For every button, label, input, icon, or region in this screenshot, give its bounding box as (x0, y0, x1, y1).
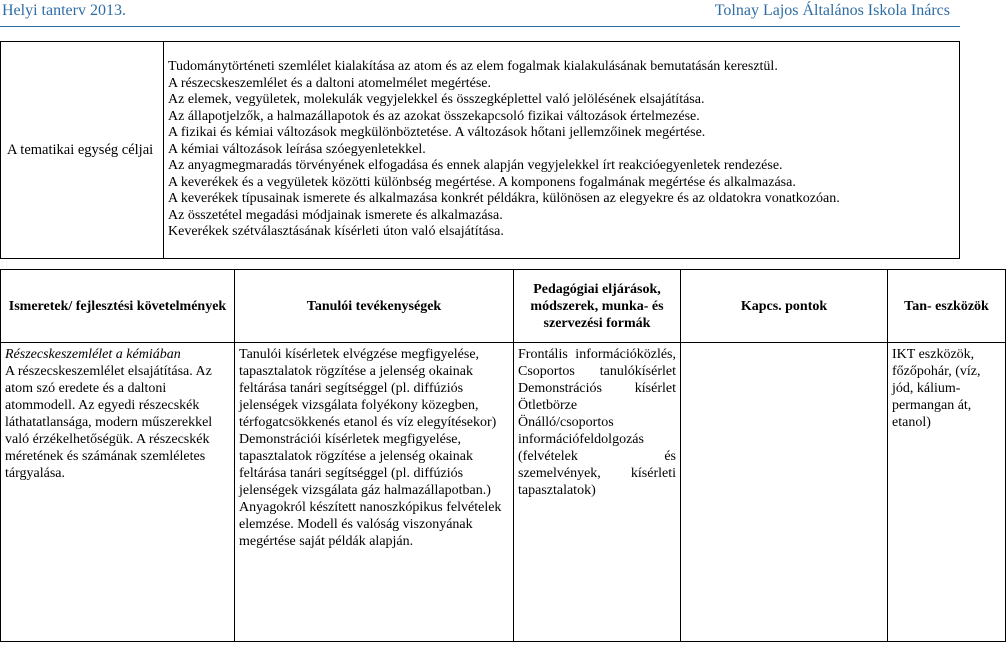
curriculum-table (0, 269, 1006, 642)
table-row (1, 343, 1006, 642)
header-tools: Tan- eszközök (888, 270, 1006, 343)
header-knowledge: Ismeretek/ fejlesztési követelmények (1, 270, 235, 343)
header-pedagogical-methods: Pedagógiai eljárások, módszerek, munka- és szervezési formák (514, 270, 681, 343)
goal-line: A fizikai és kémiai változások megkülönböztetése. A változások hőtani jellemzőinek megértése. (168, 125, 706, 141)
goal-line: A kémiai változások leírása szóegyenletekkel. (168, 141, 426, 157)
goal-line: Az összetétel megadási módjainak ismerete és alkalmazása. (168, 207, 503, 223)
topic-title: Részecskeszemlélet a kémiában (5, 347, 181, 362)
cell-student-activities (235, 343, 514, 642)
goal-line: A keverékek és a vegyületek közötti különbség megértése. A komponens fogalmának megértése és alkalmazása. (168, 174, 796, 190)
goal-line: Az állapotjelzők, a halmazállapotok és az azokat összekapcsoló fizikai változások értelmezése. (168, 108, 700, 124)
goal-line: A keverékek típusainak ismerete és alkalmazása konkrét példákra, különösen az elegyekre és az oldatokra vonatkozóan. (168, 191, 840, 207)
goal-line: Az anyagmegmaradás törvényének elfogadása és ennek alapján vegyjelekkel írt reakcióegyenletek rendezése. (168, 158, 783, 174)
methods-text: Frontális információközlés, Csoportos tanulókísérlet Demonstrációs kísérlet Ötletbörze Önálló/csoportos információfeldolgozás (felvételek és szemelvények, kísérleti tapasztalatok) (518, 347, 676, 498)
table-header-row (1, 270, 1006, 343)
header-right-school: Tolnay Lajos Általános Iskola Inárcs (714, 2, 950, 19)
header-connection-points: Kapcs. pontok (681, 270, 888, 343)
activities-text: Tanulói kísérletek elvégzése megfigyelése, tapasztalatok rögzítése a jelenség okainak feltárása tanári segítséggel (pl. diffúziós jelenségek vizsgálata folyékony közegben, térfogatcsökkenés etanol és víz elegyítésekor) Demonstrációi kísérletek megfigyelése, tapasztalatok rögzítése a jelenség okainak feltárása tanári segítséggel (pl. diffúziós jelenségek vizsgálata gáz halmazállapotban.) Anyagokról készített nanoszkópikus felvételek elemzése. Modell és valóság viszonyának megértése saját példák alapján. (239, 347, 502, 549)
tools-text: IKT eszközök, főzőpohár, (víz, jód, kálium-permangan át, etanol) (892, 347, 981, 430)
cell-tools (888, 343, 1006, 642)
cell-connection-points (681, 343, 888, 642)
goal-line: Tudománytörténeti szemlélet kialakítása az atom és az elem fogalmak kialakulásának bemutatásán keresztül. (168, 59, 778, 75)
topic-text: A részecskeszemlélet elsajátítása. Az atom szó eredete és a daltoni atommodell. Az egyedi részecskék láthatatlansága, modern műszerekkel való érzékelhetőségük. A részecskék méretének és számának szemléletes tárgyalása. (5, 364, 213, 481)
goals-list (164, 42, 960, 259)
goal-line: Az elemek, vegyületek, molekulák vegyjelekkel és összegképlettel való jelölésének elsajátítása. (168, 92, 705, 108)
header-divider (0, 26, 960, 27)
header-left-title: Helyi tanterv 2013. (2, 2, 126, 19)
goal-line: Keverékek szétválasztásának kísérleti úton való elsajátítása. (168, 224, 504, 240)
goals-table (0, 41, 960, 259)
cell-pedagogical-methods (514, 343, 681, 642)
cell-knowledge (1, 343, 235, 642)
goal-line: A részecskeszemlélet és a daltoni atomelmélet megértése. (168, 75, 492, 91)
goals-label: A tematikai egység céljai (1, 42, 164, 259)
header-student-activities: Tanulói tevékenységek (235, 270, 514, 343)
